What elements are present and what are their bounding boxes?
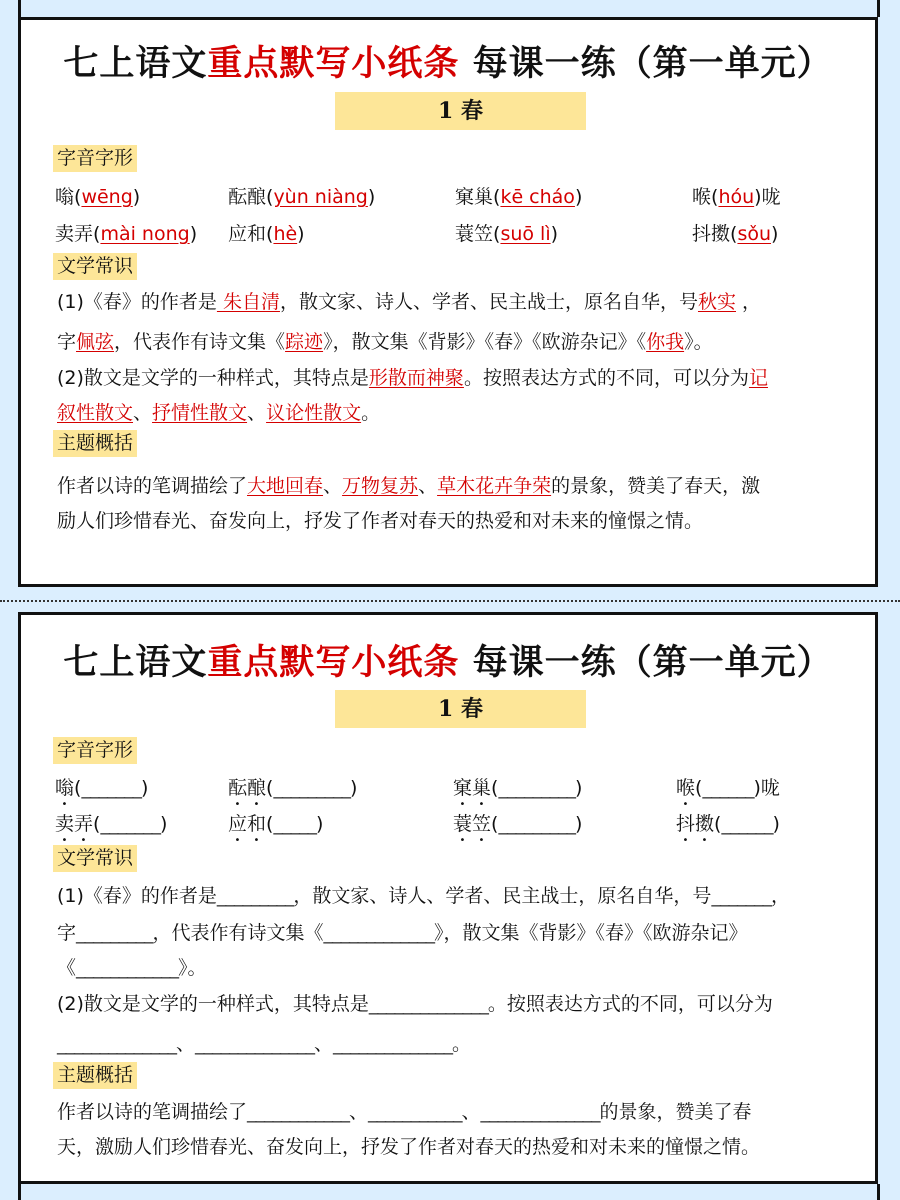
text: 。按照表达方式的不同，可以分为 [463,367,749,389]
word: 应和 [228,813,267,835]
pinyin-answer: wēng [81,186,133,208]
pinyin-item [453,809,582,846]
section-label-pronunciation: 字音字形 [53,145,137,172]
paren: ( [93,813,101,835]
word: 酝酿 [228,777,267,799]
paren: ) [772,813,780,835]
pinyin-item [228,773,357,810]
pinyin-item [55,809,167,846]
section-label-literature: 文学常识 [53,253,137,280]
text: 、 [314,1033,334,1055]
paren: ) [754,186,762,208]
paren: ) [574,186,583,208]
text: ，散文家、诗人、学者、民主战士，原名自华，号 [279,291,698,313]
title-highlight: 重点默写小纸条 [207,642,460,683]
text-line [57,398,380,425]
section-label-literature: 文学常识 [53,845,137,872]
paren: ) [753,777,761,799]
title-part: 每课一练（第一单元） [459,642,833,683]
text: 、 [349,1101,369,1123]
text-line [57,881,790,908]
pinyin-item [692,219,778,246]
text: 、 [247,402,267,424]
paren: ( [74,186,82,208]
paren: ( [93,223,101,245]
fill-blank: ______________ [57,1033,176,1055]
paren: ) [367,186,376,208]
paren: ) [297,223,305,245]
text: ， [770,885,790,907]
text-line [57,327,713,354]
text: ， [736,291,762,313]
text: (1)《春》的作者是 [57,291,217,313]
text: 》，散文集《背影》《春》《欧游杂记》 [434,922,748,944]
fill-blank: ______________ [195,1033,315,1055]
paren: ( [74,777,82,799]
text-line [57,953,207,980]
text: 、 [176,1033,196,1055]
pinyin-blank: _________ [498,813,575,835]
word: 抖擞 [676,813,715,835]
answer-text: 草木花卉争荣 [437,475,552,497]
word: 蓑笠 [455,223,494,245]
text: 励人们珍惜春光、奋发向上，抒发了作者对春天的热爱和对未来的憧憬之情。 [57,510,704,532]
text: (1)《春》的作者是 [57,885,217,907]
word-suffix: 咙 [761,186,781,208]
word: 喉 [676,777,696,799]
text: 、 [461,1101,481,1123]
text: 作者以诗的笔调描绘了 [57,1101,248,1123]
answer-text: 抒情性散文 [152,402,248,424]
answer-text: 议论性散文 [266,402,362,424]
text: 。按照表达方式的不同，可以分为 [487,993,773,1015]
frame-edge [877,1184,880,1200]
pinyin-blank: _____ [273,813,316,835]
fill-blank: ____________ [76,957,179,979]
paren: ) [349,777,358,799]
paren: ( [714,813,722,835]
text: (2)散文是文学的一种样式，其特点是 [57,993,369,1015]
answer-text: 形散而神聚 [368,367,464,389]
word: 卖弄 [55,813,94,835]
title-part: 七上语文 [63,43,208,84]
text-line [57,287,761,314]
text: 》，散文集《背影》《春》《欧游杂记》《 [323,331,647,353]
answer-text: 万物复苏 [342,475,419,497]
frame-edge [18,0,21,17]
paren: ) [574,813,583,835]
paren: ( [266,813,274,835]
paren: ( [493,186,501,208]
title-highlight: 重点默写小纸条 [207,43,460,84]
pinyin-blank: _______ [100,813,160,835]
pinyin-item [453,773,582,810]
section-label-theme: 主题概括 [53,430,137,457]
exercise-card [18,612,878,1184]
pinyin-blank: _________ [273,777,350,799]
paren: ) [574,777,583,799]
text: 》。 [684,331,713,353]
text-line [57,471,760,498]
word: 嗡 [55,186,75,208]
paren: ) [140,777,149,799]
fill-blank: _________ [76,922,153,944]
text-line [57,989,773,1016]
text-line [57,1097,752,1124]
pinyin-item [228,219,305,246]
title-part: 七上语文 [63,642,208,683]
paren: ) [771,223,779,245]
fill-blank: ____________ [247,1101,350,1123]
paren: ( [266,223,274,245]
fill-blank: _______ [711,885,771,907]
text: 、 [418,475,438,497]
text: 的景象，赞美了春 [599,1101,752,1123]
word-suffix: 咙 [760,777,780,799]
paren: ( [266,777,274,799]
fill-blank: _________ [216,885,294,907]
frame-edge [877,0,880,17]
paren: ( [730,223,738,245]
answer-text: 大地回春 [247,475,324,497]
paren: ) [550,223,559,245]
pinyin-item [676,809,780,846]
section-label-pronunciation: 字音字形 [53,737,137,764]
title-part: 每课一练（第一单元） [459,43,833,84]
pinyin-answer: suō lì [500,223,551,245]
page-title [21,635,875,685]
paren: ( [711,186,719,208]
answer-text: 记 [748,367,768,389]
chapter-heading: 1 春 [335,92,586,130]
frame-edge [18,1184,21,1200]
page-title [21,36,875,86]
paren: ( [266,186,274,208]
pinyin-blank: _______ [81,777,141,799]
word: 抖擞 [692,223,731,245]
word: 酝酿 [228,186,267,208]
paren: ) [132,186,141,208]
word: 嗡 [55,777,75,799]
word: 喉 [692,186,712,208]
text: 、 [133,402,153,424]
text: ，代表作有诗文集《 [152,922,324,944]
pinyin-answer: hè [273,223,298,245]
pinyin-item [55,773,148,810]
text: ，代表作有诗文集《 [114,331,286,353]
paren: ( [491,813,499,835]
pinyin-answer: sǒu [737,223,772,245]
word: 卖弄 [55,223,94,245]
answer-text: 秋实 [697,291,736,313]
pinyin-blank: _________ [498,777,575,799]
paren: ) [159,813,168,835]
pinyin-item [455,219,558,246]
paren: ( [491,777,499,799]
text: 字 [57,331,77,353]
text: (2)散文是文学的一种样式，其特点是 [57,367,369,389]
word: 窠巢 [453,777,492,799]
paren: ) [315,813,324,835]
text: 。 [361,402,381,424]
answer-card [18,17,878,587]
pinyin-item [455,182,582,209]
pinyin-blank: ______ [702,777,754,799]
text: ，散文家、诗人、学者、民主战士，原名自华，号 [293,885,712,907]
word: 窠巢 [455,186,494,208]
text: 》。 [178,957,207,979]
text-line [57,506,703,533]
text-line [57,363,768,390]
pinyin-answer: mài nong [100,223,190,245]
answer-text: 朱自清 [216,291,280,313]
text: 天，激励人们珍惜春光、奋发向上，抒发了作者对春天的热爱和对未来的憧憬之情。 [57,1136,761,1158]
pinyin-answer: hóu [718,186,755,208]
paren: ( [493,223,501,245]
answer-text: 踪迹 [285,331,324,353]
section-label-theme: 主题概括 [53,1062,137,1089]
word: 蓑笠 [453,813,492,835]
text: 作者以诗的笔调描绘了 [57,475,248,497]
pinyin-blank: ______ [721,813,773,835]
fill-blank: _____________ [323,922,435,944]
text-line [57,1029,471,1056]
cut-line-divider [0,600,900,602]
answer-text: 佩弦 [76,331,115,353]
chapter-heading: 1 春 [335,690,586,728]
text: 、 [323,475,343,497]
text: 字 [57,922,77,944]
text: 的景象，赞美了春天，激 [551,475,761,497]
paren: ( [695,777,703,799]
pinyin-item [692,182,781,209]
fill-blank: ______________ [480,1101,600,1123]
text: 《 [57,957,77,979]
pinyin-answer: kē cháo [500,186,575,208]
answer-text: 叙性散文 [57,402,134,424]
word: 应和 [228,223,267,245]
fill-blank: ___________ [368,1101,462,1123]
answer-text: 你我 [646,331,685,353]
pinyin-item [55,219,197,246]
pinyin-item [676,773,780,810]
paren: ) [189,223,198,245]
text-line [57,918,748,945]
text-line [57,1132,760,1159]
fill-blank: ______________ [333,1033,453,1055]
pinyin-item [228,809,323,846]
pinyin-answer: yùn niàng [273,186,368,208]
pinyin-item [55,182,140,209]
text: 。 [452,1033,472,1055]
fill-blank: ______________ [368,993,488,1015]
pinyin-item [228,182,375,209]
